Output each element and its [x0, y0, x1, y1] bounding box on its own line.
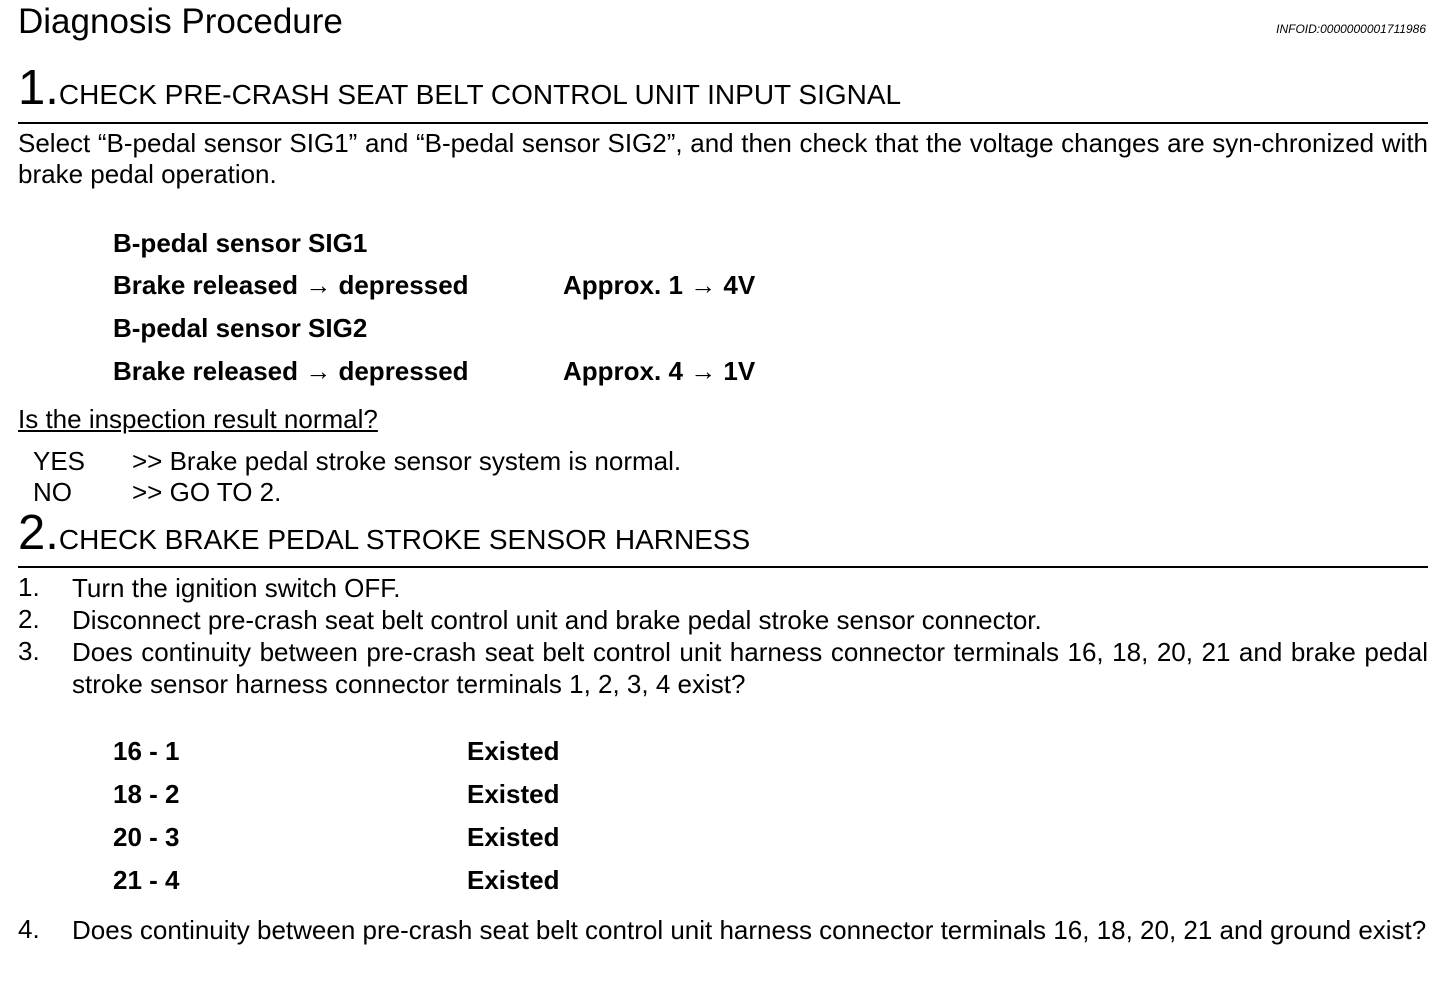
step-1-number: 1. — [18, 61, 59, 115]
list-item-text: Turn the ignition switch OFF. — [72, 573, 401, 603]
step-2-heading — [18, 506, 751, 560]
spec-label-sig2: B-pedal sensor SIG2 — [113, 313, 368, 343]
continuity-result: Existed — [467, 822, 560, 852]
spec-label-sig1: B-pedal sensor SIG1 — [113, 228, 368, 258]
divider — [18, 566, 1428, 568]
list-item-text: Does continuity between pre-crash seat belt control unit harness connector terminals 16, 18, 20, 21 and brake pedal stroke sensor harness connector terminals 1, 2, 3, 4 exist? — [72, 637, 1428, 699]
continuity-result: Existed — [467, 736, 560, 766]
answer-yes-key: YES — [33, 446, 86, 476]
list-item-number: 3. — [18, 636, 40, 666]
step-2-number: 2. — [18, 506, 59, 560]
step-1-instruction: Select “B-pedal sensor SIG1” and “B-pedal sensor SIG2”, and then check that the voltage changes are syn-chronized with brake pedal operation. — [18, 128, 1428, 189]
answer-no-key: NO — [33, 477, 72, 507]
list-item-text: Disconnect pre-crash seat belt control unit and brake pedal stroke sensor connector. — [72, 605, 1042, 635]
continuity-terminals: 18 - 2 — [113, 779, 180, 809]
continuity-result: Existed — [467, 779, 560, 809]
spec-value-sig2: Approx. 4 → 1V — [563, 356, 756, 386]
step-2-title: CHECK BRAKE PEDAL STROKE SENSOR HARNESS — [58, 524, 751, 555]
step-1-heading — [18, 61, 902, 115]
list-item-number: 4. — [18, 914, 40, 944]
continuity-terminals: 16 - 1 — [113, 736, 180, 766]
continuity-result: Existed — [467, 865, 560, 895]
list-item-number: 1. — [18, 572, 40, 602]
info-id: INFOID:0000000001711986 — [1276, 22, 1426, 36]
step-1-title: CHECK PRE-CRASH SEAT BELT CONTROL UNIT INPUT SIGNAL — [58, 79, 902, 110]
continuity-terminals: 20 - 3 — [113, 822, 180, 852]
answer-yes-text: >> Brake pedal stroke sensor system is normal. — [132, 446, 682, 476]
continuity-terminals: 21 - 4 — [113, 865, 180, 895]
answer-no-text: >> GO TO 2. — [132, 477, 282, 507]
spec-condition-sig2: Brake released → depressed — [113, 356, 469, 386]
page-title: Diagnosis Procedure — [18, 2, 343, 41]
list-item-number: 2. — [18, 604, 40, 634]
spec-condition-sig1: Brake released → depressed — [113, 270, 469, 300]
spec-value-sig1: Approx. 1 → 4V — [563, 270, 756, 300]
inspection-question: Is the inspection result normal? — [18, 404, 378, 434]
list-item-text: Does continuity between pre-crash seat belt control unit harness connector terminals 16, 18, 20, 21 and ground exist? — [72, 915, 1427, 945]
divider — [18, 122, 1428, 124]
